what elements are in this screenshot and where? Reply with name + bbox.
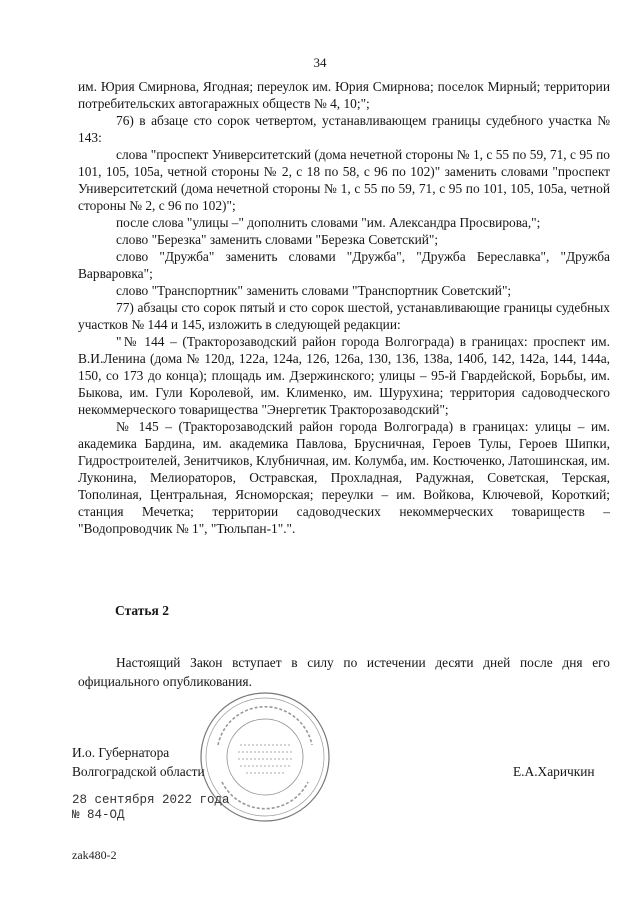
paragraph: № 145 – (Тракторозаводский район города Волгограда) в границах: улицы – им. академика Бардина, им. академика Павлова, Брусничная, Героев Тулы, Героев Шипки, Гидростроителей, Зенитчиков, Клубничная, им. Колумба, им. Костюченко, Латошинская, им. Луконина, Мелиораторов, Остравская, Прохладная, Радужная, Советская, Терская, Тополиная, Центральная, Ясноморская; переулки – им. Войкова, Ключевой, Короткий; станция Мечетка; территории садоводческих некоммерческих товариществ – "Водопроводчик № 1", "Тюльпан-1".". bbox=[78, 419, 610, 536]
paragraph: слово "Березка" заменить словами "Березка Советский"; bbox=[116, 232, 439, 247]
page-number: 34 bbox=[313, 55, 327, 70]
date-stamp: 28 сентября 2022 года bbox=[72, 793, 230, 807]
registration-stamp bbox=[72, 793, 230, 823]
number-stamp: № 84-ОД bbox=[72, 808, 125, 822]
article-text: Настоящий Закон вступает в силу по истечении десяти дней после дня его официального опубликования. bbox=[78, 655, 610, 690]
paragraph: слово "Транспортник" заменить словами "Транспортник Советский"; bbox=[116, 283, 512, 298]
paragraph: 77) абзацы сто сорок пятый и сто сорок шестой, устанавливающие границы судебных участков № 144 и 145, изложить в следующей редакции: bbox=[78, 300, 610, 332]
paragraph: им. Юрия Смирнова, Ягодная; переулок им. Юрия Смирнова; поселок Мирный; территории потребительских автогаражных обществ № 4, 10;"; bbox=[78, 79, 610, 111]
paragraph: слова "проспект Университетский (дома нечетной стороны № 1, с 55 по 59, 71, с 95 по 101, 105, 105а, четной стороны № 2, с 18 по 58, с 96 по 102)" заменить словами "проспект Университетский (дома нечетной стороны № 1, с 55 по 59, 71, с 95 по 101, 105, 105а, четной стороны № 2, с 96 по 102)"; bbox=[78, 147, 610, 213]
paragraph: 76) в абзаце сто сорок четвертом, устанавливающем границы судебного участка № 143: bbox=[78, 113, 610, 145]
signer-title-line: Волгоградской области bbox=[72, 764, 205, 779]
paragraph: "№ 144 – (Тракторозаводский район города Волгограда) в границах: проспект им. В.И.Ленина (дома № 120д, 122а, 124а, 126, 126а, 130, 136, 138а, 140б, 142, 142а, 144, 144а, 150, со 173 до конца); площадь им. Дзержинского; улицы – 95-й Гвардейской, Борьбы, им. Быкова, им. Гули Королевой, им. Клименко, им. Шурухина; территория садоводческого некоммерческого товарищества "Энергетик Тракторозаводский"; bbox=[78, 334, 610, 417]
signer-title-line: И.о. Губернатора bbox=[72, 745, 170, 760]
signer-name: Е.А.Харичкин bbox=[513, 764, 595, 779]
footer-code: zak480-2 bbox=[72, 848, 117, 862]
article-title: Статья 2 bbox=[115, 603, 169, 618]
signer-title bbox=[72, 743, 205, 781]
paragraph: слово "Дружба" заменить словами "Дружба", "Дружба Береславка", "Дружба Варваровка"; bbox=[78, 249, 610, 281]
paragraph: после слова "улицы –" дополнить словами "им. Александра Просвирова,"; bbox=[116, 215, 541, 230]
document-body bbox=[78, 78, 610, 537]
